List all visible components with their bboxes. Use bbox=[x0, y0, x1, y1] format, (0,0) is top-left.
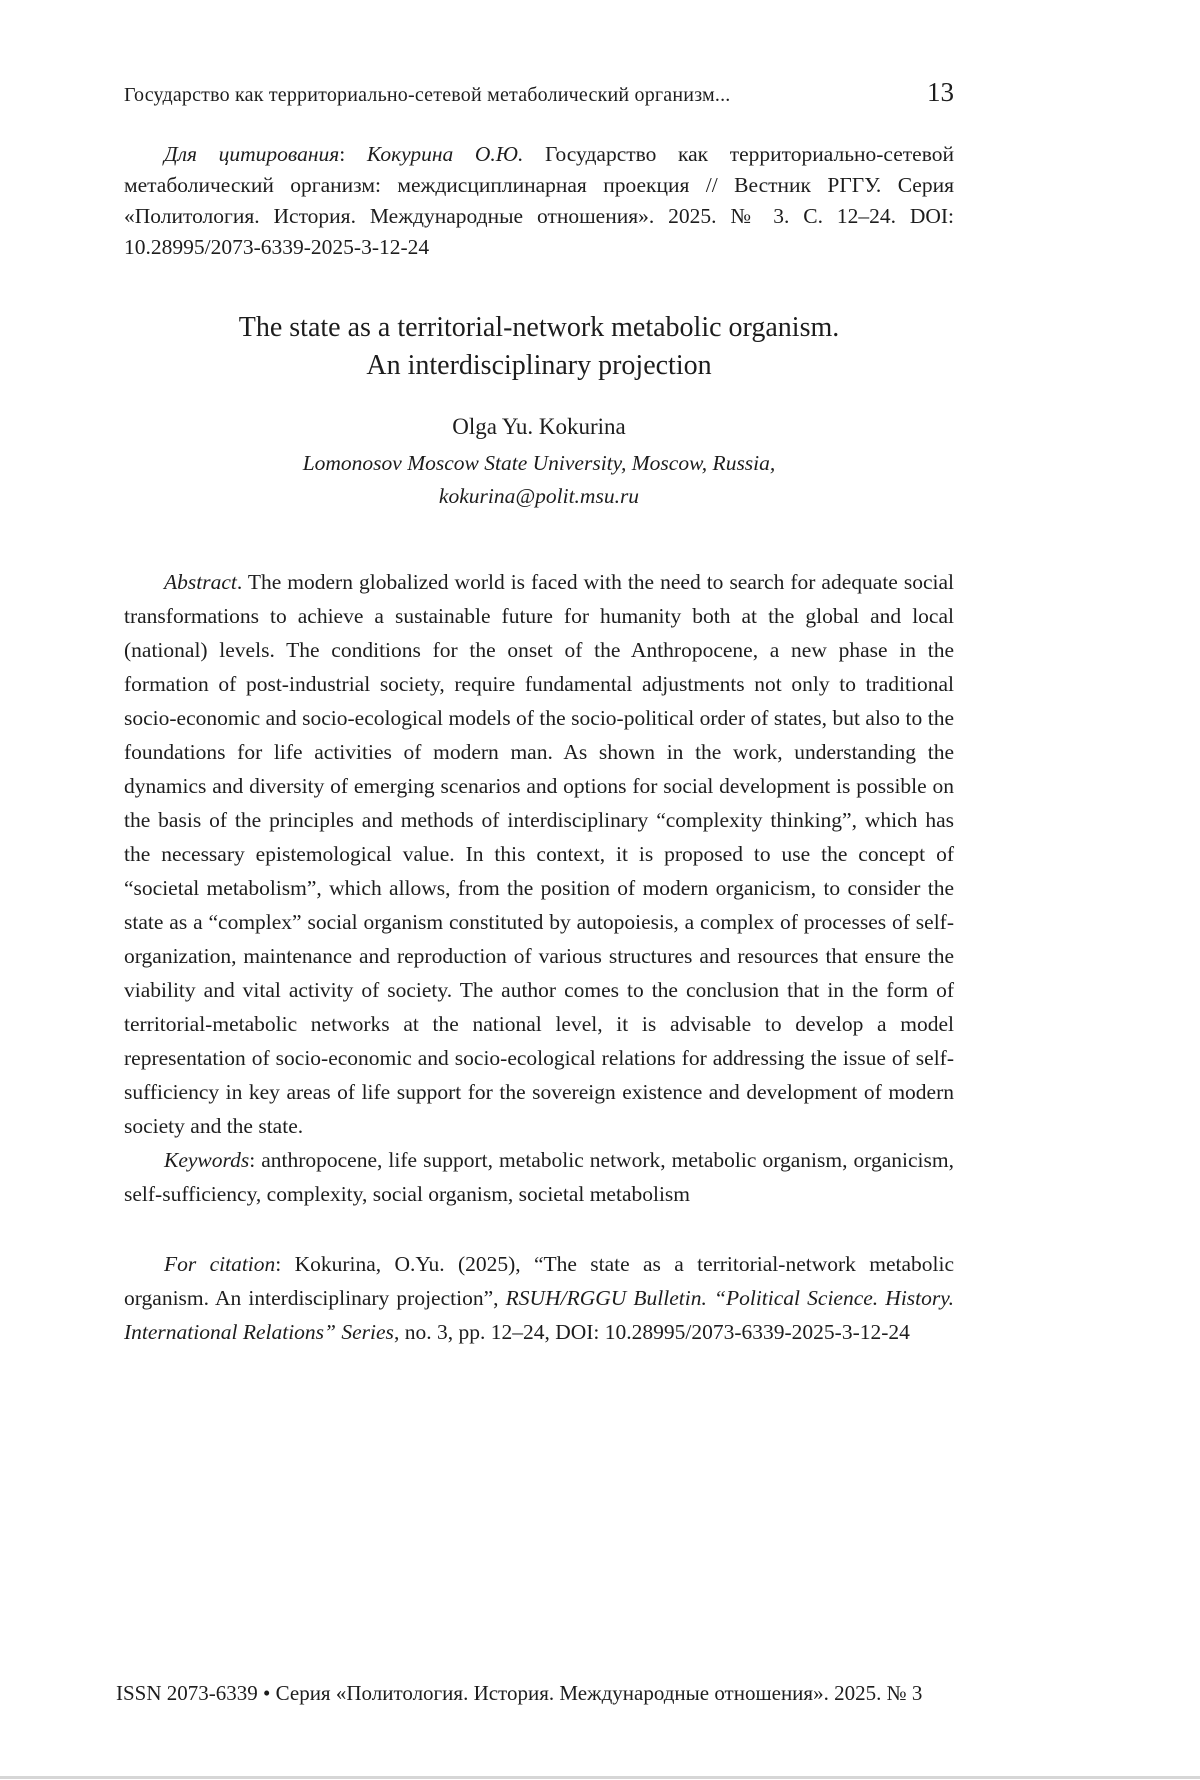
author-name: Olga Yu. Kokurina bbox=[452, 414, 626, 439]
page-footer bbox=[116, 1680, 960, 1706]
for-citation-text-2: , no. 3, pp. 12–24, DOI: 10.28995/2073-6339-2025-3-12-24 bbox=[393, 1320, 910, 1344]
page-number: 13 bbox=[927, 77, 954, 107]
keywords-label: Keywords bbox=[164, 1148, 250, 1172]
abstract-block bbox=[124, 565, 954, 1143]
abstract-label: Abstract bbox=[164, 570, 237, 594]
citation-ru-text: Государство как территориально-сетевой метаболический организм: междисциплинарная проекция // Вестник РГГУ. Серия «Политология. История. Международные отношения». 2025. № 3. С. 12–24. DOI: 10.28995/2073-6339-2025-3-12-24 bbox=[124, 142, 954, 259]
article-title-line2: An interdisciplinary projection bbox=[366, 350, 712, 381]
for-citation-text-1: : Kokurina, O.Yu. (2025), “The state as a territorial-network metabolic organism. An interdisciplinary projection”, bbox=[124, 1252, 954, 1310]
citation-ru-block bbox=[124, 139, 954, 263]
citation-ru-separator: : bbox=[339, 142, 367, 166]
author-affiliation: Lomonosov Moscow State University, Moscow, Russia, bbox=[302, 451, 776, 475]
running-title: Государство как территориально-сетевой метаболический организм... bbox=[124, 84, 731, 106]
citation-ru-author: Кокурина О.Ю. bbox=[366, 142, 524, 166]
running-head bbox=[124, 77, 954, 107]
article-title-line1: The state as a territorial-network metabolic organism. bbox=[238, 312, 840, 343]
for-citation-block bbox=[124, 1247, 954, 1349]
article-title bbox=[124, 309, 954, 385]
keywords-text: : anthropocene, life support, metabolic network, metabolic organism, organicism, self-sufficiency, complexity, social organism, societal metabolism bbox=[124, 1148, 954, 1206]
author-email: kokurina@polit.msu.ru bbox=[438, 484, 640, 508]
citation-ru-label: Для цитирования bbox=[164, 142, 340, 166]
for-citation-label: For citation bbox=[164, 1252, 276, 1276]
keywords-block bbox=[124, 1143, 954, 1211]
footer-issn-series: ISSN 2073-6339 • Серия «Политология. История. Международные отношения». 2025. № 3 bbox=[116, 1681, 923, 1705]
abstract-text: . The modern globalized world is faced with the need to search for adequate social transformations to achieve a sustainable future for humanity both at the global and local (national) levels. The conditions for the onset of the Anthropocene, a new phase in the formation of post-industrial society, require fundamental adjustments not only to traditional socio-economic and socio-ecological models of the socio-political order of states, but also to the foundations for life activities of modern man. As shown in the work, understanding the dynamics and diversity of emerging scenarios and options for social development is possible on the basis of the principles and methods of interdisciplinary “complexity thinking”, which has the necessary epistemological value. In this context, it is proposed to use the concept of “societal metabolism”, which allows, from the position of modern organicism, to consider the state as a “complex” social organism constituted by autopoiesis, a complex of processes of self-organization, maintenance and reproduction of various structures and resources that ensure the viability and vital activity of society. The author comes to the conclusion that in the form of territorial-metabolic networks at the national level, it is advisable to develop a model representation of socio-economic and socio-ecological relations for addressing the issue of self-sufficiency in key areas of life support for the sovereign existence and development of modern society and the state. bbox=[124, 570, 954, 1138]
for-citation-journal-title: RSUH/RGGU Bulletin. “Political Science. History. International Relations” Series bbox=[124, 1286, 954, 1344]
bottom-page-edge-rule bbox=[0, 1776, 1200, 1779]
